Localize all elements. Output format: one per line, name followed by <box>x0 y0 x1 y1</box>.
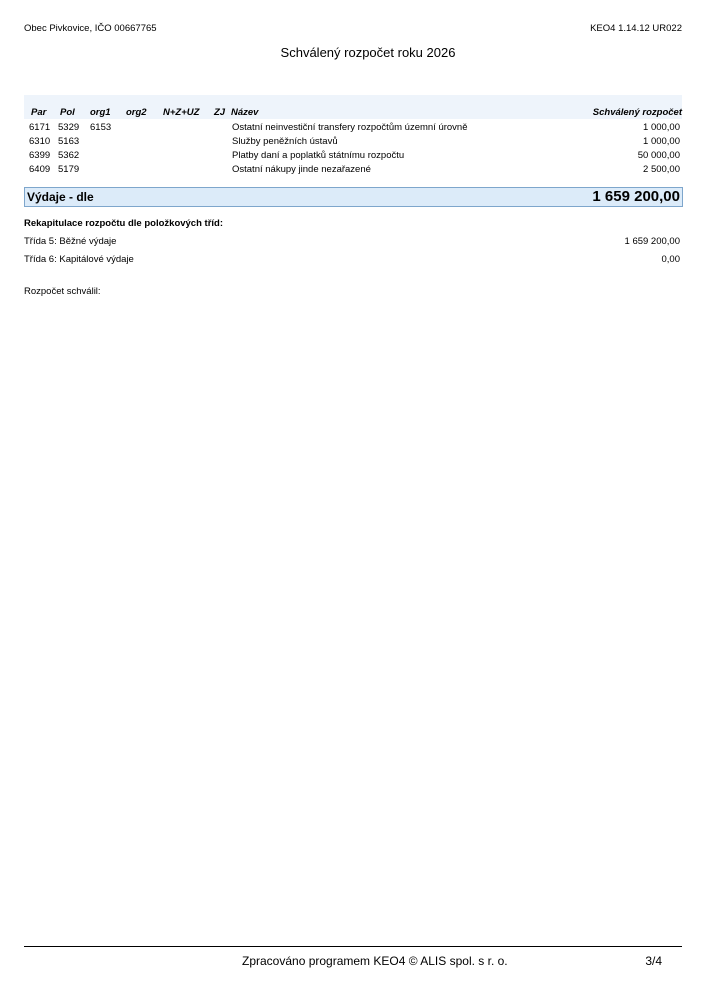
column-pol: Pol <box>60 107 75 118</box>
table-row <box>24 122 682 136</box>
cell-pol: 5163 <box>58 136 80 147</box>
page-number: 3/4 <box>645 954 662 968</box>
cell-nazev: Ostatní neinvestiční transfery rozpočtům územní úrovně <box>232 122 468 133</box>
table-row <box>24 150 682 164</box>
expenditure-total-bar <box>24 187 683 207</box>
cell-nazev: Platby daní a poplatků státnímu rozpočtu <box>232 150 405 161</box>
cell-budget: 2 500,00 <box>643 164 680 175</box>
cell-par: 6409 <box>29 164 51 175</box>
column-par: Par <box>31 107 47 118</box>
recap-line-class-5 <box>24 236 680 247</box>
header-program-version: KEO4 1.14.12 UR022 <box>590 23 682 34</box>
recap-value: 0,00 <box>661 254 680 265</box>
approved-by-label: Rozpočet schválil: <box>24 286 101 297</box>
column-nzuz: N+Z+UZ <box>163 107 200 118</box>
table-row <box>24 164 682 178</box>
cell-par: 6310 <box>29 136 51 147</box>
cell-par: 6399 <box>29 150 51 161</box>
column-org2: org2 <box>126 107 147 118</box>
column-org1: org1 <box>90 107 111 118</box>
cell-org1: 6153 <box>90 122 112 133</box>
cell-nazev: Ostatní nákupy jinde nezařazené <box>232 164 371 175</box>
recap-title: Rekapitulace rozpočtu dle položkových tříd: <box>24 218 224 229</box>
cell-nazev: Služby peněžních ústavů <box>232 136 338 147</box>
cell-par: 6171 <box>29 122 51 133</box>
footer-credit: Zpracováno programem KEO4 © ALIS spol. s r. o. <box>242 954 508 968</box>
expenditure-total-label: Výdaje - dle <box>27 190 94 204</box>
recap-line-class-6 <box>24 254 680 265</box>
table-row <box>24 136 682 150</box>
cell-pol: 5179 <box>58 164 80 175</box>
footer-divider <box>24 946 682 947</box>
cell-budget: 50 000,00 <box>637 150 680 161</box>
header-municipality: Obec Pivkovice, IČO 00667765 <box>24 23 157 34</box>
column-budget: Schválený rozpočet <box>592 107 682 118</box>
recap-value: 1 659 200,00 <box>624 236 680 247</box>
recap-label: Třída 6: Kapitálové výdaje <box>24 254 134 265</box>
recap-label: Třída 5: Běžné výdaje <box>24 236 117 247</box>
cell-pol: 5329 <box>58 122 80 133</box>
cell-budget: 1 000,00 <box>643 136 680 147</box>
column-nazev: Název <box>231 107 259 118</box>
column-zj: ZJ <box>214 107 226 118</box>
table-header <box>24 95 682 119</box>
cell-budget: 1 000,00 <box>643 122 680 133</box>
expenditure-total-value: 1 659 200,00 <box>592 188 680 205</box>
cell-pol: 5362 <box>58 150 80 161</box>
page-title: Schválený rozpočet roku 2026 <box>280 45 456 60</box>
